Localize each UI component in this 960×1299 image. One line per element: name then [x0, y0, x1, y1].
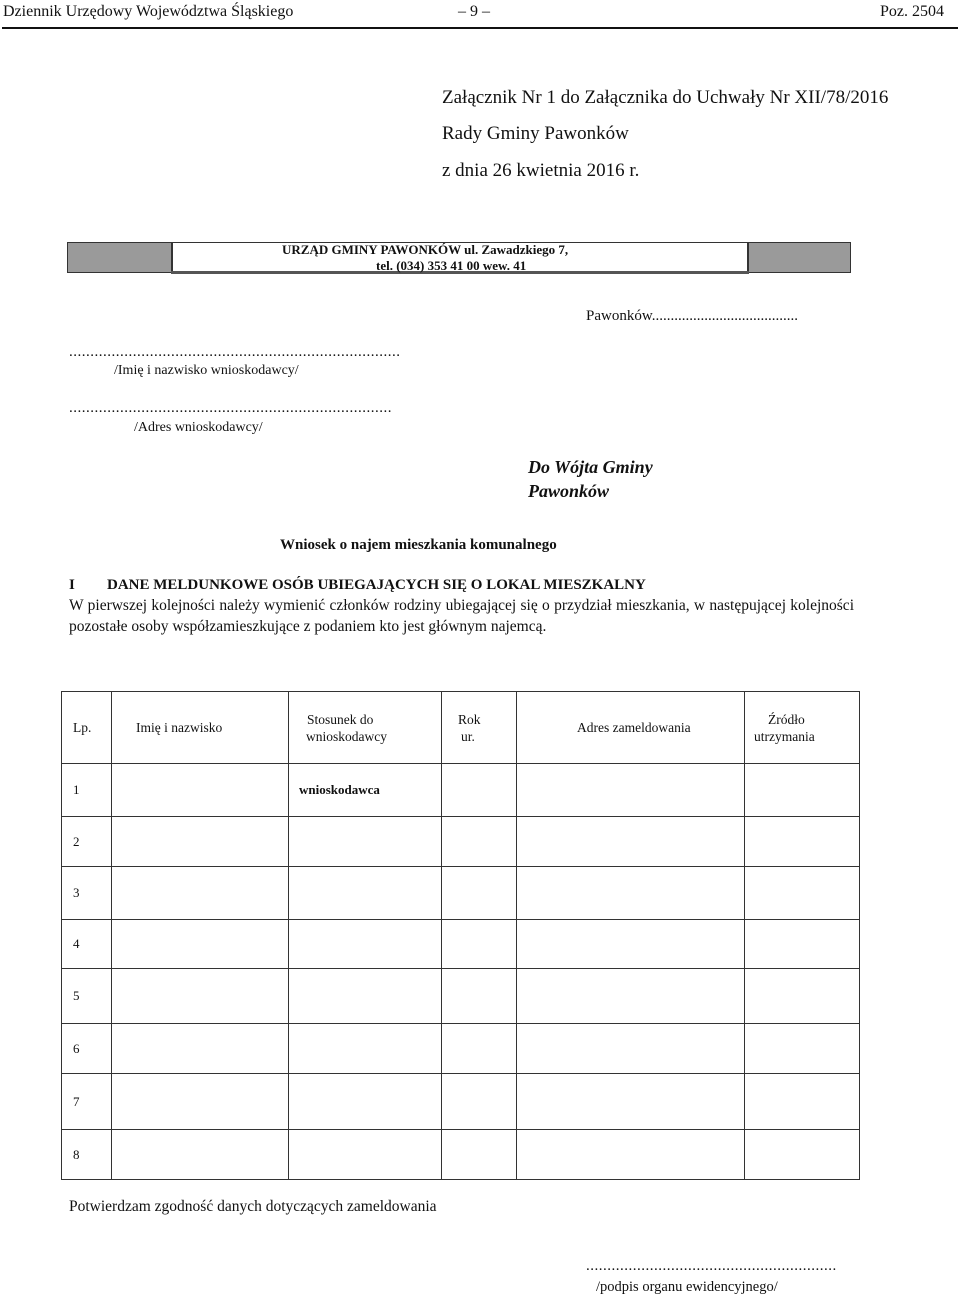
- row-lp: 6: [62, 1024, 112, 1074]
- header-relation-line-1: Stosunek do: [307, 711, 374, 727]
- row-relation-cell[interactable]: [289, 1074, 442, 1130]
- annex-line-1: Załącznik Nr 1 do Załącznika do Uchwały Nr XII/78/2016: [442, 87, 889, 108]
- section-heading: [69, 577, 646, 594]
- row-relation-cell[interactable]: [289, 969, 442, 1024]
- row-year-cell[interactable]: [442, 969, 517, 1024]
- journal-title: Dziennik Urzędowy Województwa Śląskiego: [3, 3, 294, 20]
- table-row: [62, 817, 860, 867]
- row-relation-cell[interactable]: [289, 920, 442, 969]
- table-row: [62, 920, 860, 969]
- row-lp: 4: [62, 920, 112, 969]
- table-row: [62, 1024, 860, 1074]
- row-year-cell[interactable]: [442, 1130, 517, 1180]
- row-address-cell[interactable]: [517, 867, 745, 920]
- position-number: Poz. 2504: [880, 3, 944, 20]
- row-lp: 2: [62, 817, 112, 867]
- header-relation-line-2: wnioskodawcy: [306, 728, 387, 744]
- row-source-cell[interactable]: [745, 764, 860, 817]
- applicant-address-field[interactable]: ............................................................................: [69, 400, 392, 416]
- row-lp: 1: [62, 764, 112, 817]
- section-title: DANE MELDUNKOWE OSÓB UBIEGAJĄCYCH SIĘ O LOKAL MIESZKALNY: [107, 577, 646, 593]
- signature-field[interactable]: ...........................................................: [586, 1258, 837, 1274]
- annex-line-2: Rady Gminy Pawonków: [442, 123, 629, 144]
- row-source-cell[interactable]: [745, 817, 860, 867]
- applicant-address-caption: /Adres wnioskodawcy/: [134, 420, 263, 435]
- form-title: Wniosek o najem mieszkania komunalnego: [280, 537, 557, 553]
- section-instructions: W pierwszej kolejności należy wymienić członków rodziny ubiegającej się o przydział mieszkania, w następującej kolejności pozostałe osoby współzamieszkujące z podaniem kto jest głównym najemcą.: [69, 597, 854, 635]
- row-name-cell[interactable]: [112, 817, 289, 867]
- header-lp: Lp.: [62, 692, 112, 764]
- table-header-row: [62, 692, 860, 764]
- row-address-cell[interactable]: [517, 1130, 745, 1180]
- letterhead-bar: [67, 242, 851, 273]
- header-relation: [289, 692, 442, 764]
- section-number: I: [69, 577, 75, 593]
- addressee: [528, 455, 653, 503]
- row-lp: 3: [62, 867, 112, 920]
- table-row: [62, 969, 860, 1024]
- row-year-cell[interactable]: [442, 764, 517, 817]
- row-address-cell[interactable]: [517, 1024, 745, 1074]
- header-source-line-2: utrzymania: [754, 728, 815, 744]
- row-source-cell[interactable]: [745, 867, 860, 920]
- row-lp: 7: [62, 1074, 112, 1130]
- row-year-cell[interactable]: [442, 867, 517, 920]
- row-source-cell[interactable]: [745, 1024, 860, 1074]
- letterhead-left-block: [68, 243, 173, 272]
- row-year-cell[interactable]: [442, 817, 517, 867]
- table-row: [62, 867, 860, 920]
- row-address-cell[interactable]: [517, 969, 745, 1024]
- letterhead-right-block: [747, 243, 850, 272]
- row-year-cell[interactable]: [442, 1024, 517, 1074]
- row-year-cell[interactable]: [442, 920, 517, 969]
- row-name-cell[interactable]: [112, 764, 289, 817]
- row-address-cell[interactable]: [517, 920, 745, 969]
- place-date-field[interactable]: Pawonków.......................................: [586, 308, 798, 324]
- row-relation-cell[interactable]: [289, 817, 442, 867]
- row-source-cell[interactable]: [745, 1130, 860, 1180]
- row-source-cell[interactable]: [745, 920, 860, 969]
- row-address-cell[interactable]: [517, 764, 745, 817]
- signature-caption: /podpis organu ewidencyjnego/: [596, 1279, 778, 1295]
- row-address-cell[interactable]: [517, 1074, 745, 1130]
- table-row: [62, 1130, 860, 1180]
- row-address-cell[interactable]: [517, 817, 745, 867]
- confirmation-text: Potwierdzam zgodność danych dotyczących zameldowania: [69, 1198, 437, 1215]
- row-name-cell[interactable]: [112, 867, 289, 920]
- row-year-cell[interactable]: [442, 1074, 517, 1130]
- annex-line-3: z dnia 26 kwietnia 2016 r.: [442, 160, 640, 181]
- row-name-cell[interactable]: [112, 1024, 289, 1074]
- addressee-line-2: Pawonków: [528, 481, 610, 501]
- applicant-name-field[interactable]: ..............................................................................: [69, 344, 401, 360]
- letterhead-line-2: tel. (034) 353 41 00 wew. 41: [376, 258, 527, 273]
- row-relation-cell[interactable]: [289, 867, 442, 920]
- header-name: Imię i nazwisko: [112, 692, 289, 764]
- header-year: [442, 692, 517, 764]
- table-row: [62, 764, 860, 817]
- row-name-cell[interactable]: [112, 920, 289, 969]
- row-name-cell[interactable]: [112, 1074, 289, 1130]
- header-source-line-1: Źródło: [768, 711, 805, 727]
- row-relation-cell[interactable]: [289, 1024, 442, 1074]
- applicant-name-caption: /Imię i nazwisko wnioskodawcy/: [114, 363, 299, 378]
- header-rule: [2, 27, 958, 29]
- header-source: [745, 692, 860, 764]
- letterhead-line-1: URZĄD GMINY PAWONKÓW ul. Zawadzkiego 7,: [282, 242, 569, 257]
- row-relation-cell[interactable]: wnioskodawca: [289, 764, 442, 817]
- row-lp: 5: [62, 969, 112, 1024]
- header-year-line-2: ur.: [461, 728, 475, 744]
- row-name-cell[interactable]: [112, 969, 289, 1024]
- row-source-cell[interactable]: [745, 969, 860, 1024]
- letterhead-text: [282, 242, 568, 274]
- row-relation-cell[interactable]: [289, 1130, 442, 1180]
- row-lp: 8: [62, 1130, 112, 1180]
- row-source-cell[interactable]: [745, 1074, 860, 1130]
- header-year-line-1: Rok: [458, 711, 481, 727]
- residents-table: [61, 691, 860, 1180]
- table-row: [62, 1074, 860, 1130]
- row-name-cell[interactable]: [112, 1130, 289, 1180]
- page-number: – 9 –: [458, 3, 490, 20]
- addressee-line-1: Do Wójta Gminy: [528, 457, 653, 477]
- header-address: Adres zameldowania: [517, 692, 745, 764]
